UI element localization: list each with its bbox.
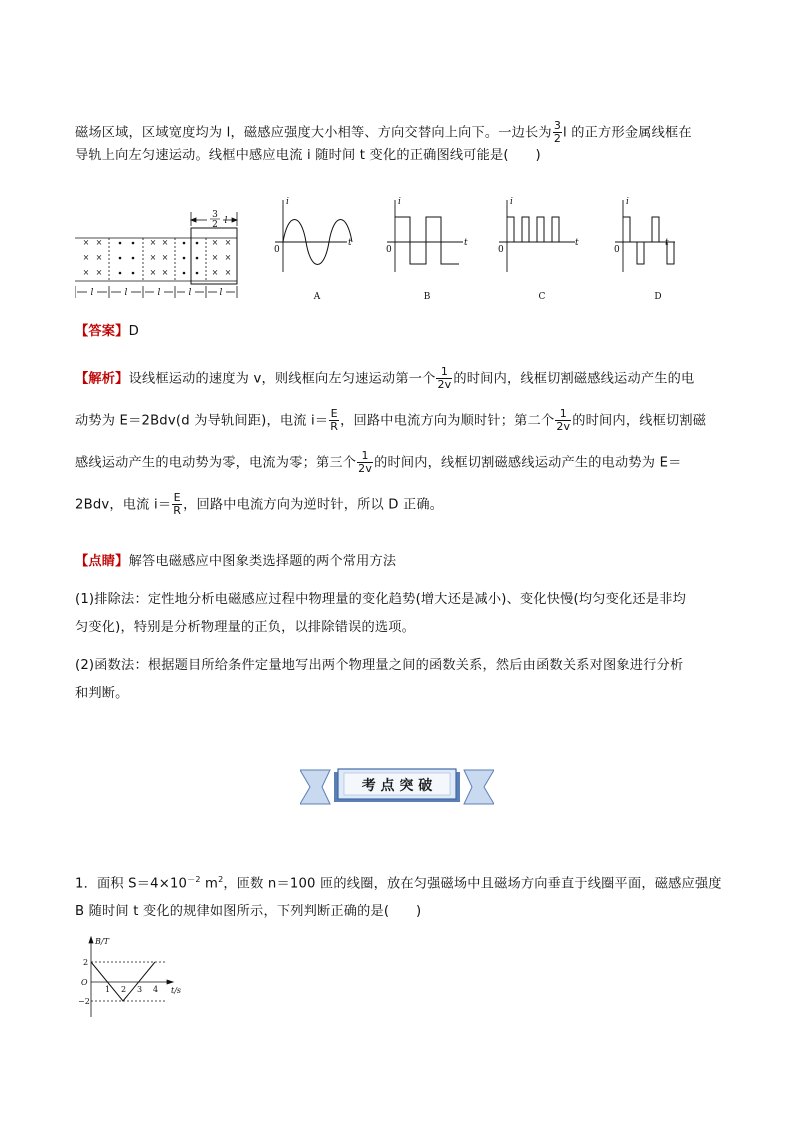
svg-text:×: ×: [224, 268, 232, 277]
t-axis-label: t/s: [171, 986, 182, 995]
q1-exp-1: －2: [187, 875, 201, 884]
option-a-graph: [275, 200, 352, 272]
method-1-line-2: 匀变化)，特别是分析物理量的正负，以排除错误的选项。: [75, 620, 416, 635]
b-tick-2: 2: [83, 958, 89, 967]
axis-i-d: i: [626, 197, 629, 207]
method-1-line-1: (1)排除法：定性地分析电磁感应过程中物理量的变化趋势(增大还是减小)、变化快慢(均匀变化还是非均: [75, 592, 686, 607]
fraction-1-over-2v: $\frac{1}{2v}$: [437, 365, 452, 391]
option-label-d: D: [654, 292, 662, 302]
method-2-line-2: 和判断。: [75, 686, 129, 701]
svg-text:×: ×: [95, 238, 103, 247]
svg-text:×: ×: [161, 268, 169, 277]
dim-bottom-4: l: [188, 288, 192, 298]
banner-text: 考 点 突 破: [361, 778, 433, 794]
axis-t-a: t: [348, 238, 352, 248]
svg-text:×: ×: [82, 268, 90, 277]
axis-t-b: t: [464, 238, 468, 248]
tip-title: 解答电磁感应中图象类选择题的两个常用方法: [128, 554, 397, 569]
q1-text-2: m: [200, 876, 219, 892]
svg-text:×: ×: [211, 253, 219, 262]
q1-text-1: 1．面积 S＝4×10: [75, 876, 188, 892]
option-d-graph: [615, 200, 675, 272]
fraction-e-over-r: $\frac{E}{R}$: [330, 407, 339, 433]
method-2-line-1: (2)函数法：根据题目所给条件定量地写出两个物理量之间的函数关系，然后由函数关系对图象进行分析: [75, 658, 684, 673]
option-b-graph: [387, 200, 463, 272]
t-tick-3: 3: [137, 985, 143, 994]
analysis-text-5: 的时间内，线框切割磁: [572, 413, 707, 429]
question-intro: [75, 120, 725, 166]
field-symbols: [83, 238, 232, 277]
section-banner: [300, 768, 494, 806]
axis-i-a: i: [286, 197, 289, 207]
svg-text:×: ×: [82, 238, 90, 247]
axis-i-c: i: [510, 197, 513, 207]
fraction-three-halves: $\frac{3}{2}$: [553, 119, 562, 145]
dim-bottom-5: l: [219, 288, 223, 298]
analysis-text-8: 2Bdv，电流 i＝: [75, 497, 172, 513]
tip-block: [75, 552, 725, 704]
analysis-text-7: 的时间内，线框切割磁感线运动产生的电动势为 E＝: [374, 455, 682, 471]
q1-exp-2: 2: [218, 875, 224, 884]
svg-text:×: ×: [224, 238, 232, 247]
b-axis-label: B/T: [95, 937, 109, 946]
analysis-text-1: 设线框运动的速度为 v，则线框向左匀速运动第一个: [128, 371, 436, 387]
dim-top-unit: l: [224, 216, 228, 226]
svg-text:×: ×: [211, 268, 219, 277]
svg-text:×: ×: [149, 268, 157, 277]
b-origin: O: [81, 978, 88, 987]
svg-text:×: ×: [161, 253, 169, 262]
svg-text:×: ×: [149, 253, 157, 262]
intro-text-3: 导轨上向左匀速运动。线框中感应电流 i 随时间 t 变化的正确图线可能是( ): [75, 148, 541, 163]
svg-text:×: ×: [149, 238, 157, 247]
answer-value: D: [128, 324, 139, 339]
b-tick-neg2: −2: [78, 997, 90, 1006]
axis-t-d: t: [665, 238, 669, 248]
analysis-text-9: ，回路中电流方向为逆时针，所以 D 正确。: [183, 497, 444, 513]
b-t-graph: [75, 935, 205, 1020]
fraction-1-over-2v: $\frac{1}{2v}$: [358, 449, 373, 475]
answer-block: [75, 322, 725, 342]
origin-c: 0: [498, 245, 504, 255]
dim-top-den: 2: [212, 220, 218, 230]
axis-i-b: i: [398, 197, 401, 207]
analysis-text-6: 感线运动产生的电动势为零，电流为零；第三个: [75, 455, 357, 471]
svg-text:×: ×: [95, 253, 103, 262]
axis-t-c: t: [575, 238, 579, 248]
analysis-block: [75, 366, 725, 520]
svg-text:×: ×: [161, 238, 169, 247]
analysis-text-4: ，回路中电流方向为顺时针；第二个: [340, 413, 555, 429]
t-tick-2: 2: [121, 985, 127, 994]
answer-tag: 【答案】: [75, 324, 129, 339]
tip-tag: 【点睛】: [75, 554, 129, 569]
dim-bottom-2: l: [124, 288, 128, 298]
intro-text-1: 磁场区域，区域宽度均为 l，磁感应强度大小相等、方向交替向上向下。一边长为: [75, 125, 552, 141]
t-tick-1: 1: [105, 985, 111, 994]
intro-text-2: l 的正方形金属线框在: [563, 125, 692, 141]
svg-text:×: ×: [224, 253, 232, 262]
option-label-c: C: [538, 292, 546, 302]
option-label-b: B: [423, 292, 431, 302]
fraction-e-over-r: $\frac{E}{R}$: [173, 491, 182, 517]
t-tick-4: 4: [153, 985, 159, 994]
figure-field-and-options: [75, 190, 675, 310]
fraction-1-over-2v: $\frac{1}{2v}$: [556, 407, 571, 433]
q1-text-3: ，匝数 n＝100 匝的线圈，放在匀强磁场中且磁场方向垂直于线圈平面，磁感应强度: [223, 876, 722, 892]
question-1: [75, 870, 725, 922]
dim-bottom-1: l: [90, 288, 94, 298]
option-c-graph: [499, 200, 575, 272]
q1-text-4: B 随时间 t 变化的规律如图所示，下列判断正确的是( ): [75, 904, 422, 920]
svg-text:×: ×: [95, 268, 103, 277]
dim-bottom-3: l: [157, 288, 161, 298]
svg-text:×: ×: [211, 238, 219, 247]
analysis-text-3: 动势为 E＝2Bdv(d 为导轨间距)，电流 i＝: [75, 413, 329, 429]
analysis-tag: 【解析】: [75, 371, 129, 387]
option-label-a: A: [313, 292, 321, 302]
dim-top-num: 3: [212, 210, 218, 220]
analysis-text-2: 的时间内，线框切割磁感线运动产生的电: [453, 371, 695, 387]
origin-b: 0: [386, 245, 392, 255]
origin-d: 0: [614, 245, 620, 255]
svg-text:×: ×: [82, 253, 90, 262]
origin-a: 0: [274, 245, 280, 255]
